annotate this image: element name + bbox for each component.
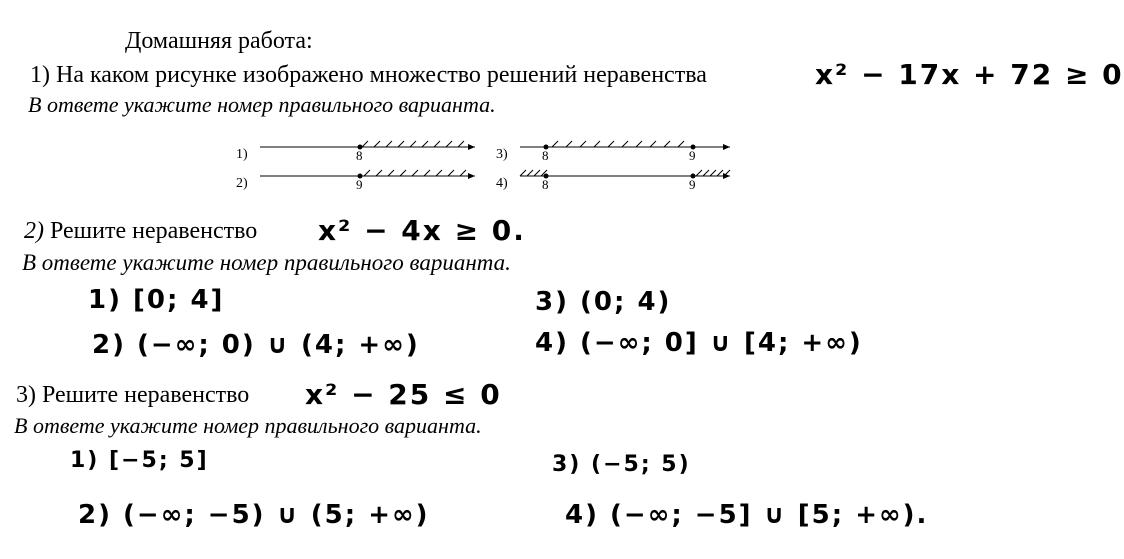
q2-option-2: 2) (−∞; 0) ∪ (4; +∞) bbox=[92, 330, 420, 360]
line4-tick-a: 8 bbox=[542, 177, 549, 192]
line3-tick-b: 9 bbox=[689, 148, 696, 163]
line4-hatch-left bbox=[520, 170, 547, 176]
line3-tick-a: 8 bbox=[542, 148, 549, 163]
line3-hatch bbox=[552, 141, 684, 147]
q2-option-1: 1) [0; 4] bbox=[88, 285, 225, 315]
q1-text: 1) На каком рисунке изображено множество решений неравенства bbox=[30, 62, 707, 88]
line4-tick-b: 9 bbox=[689, 177, 696, 192]
q3-option-1: 1) [−5; 5] bbox=[70, 448, 209, 473]
line2-tick: 9 bbox=[356, 177, 363, 192]
q3-option-3: 3) (−5; 5) bbox=[552, 452, 691, 477]
q2-expression: x² − 4x ≥ 0. bbox=[318, 214, 526, 247]
number-lines-figure bbox=[230, 130, 750, 198]
line1-label: 1) bbox=[236, 147, 248, 162]
line2-hatch bbox=[364, 170, 466, 176]
q3-expression: x² − 25 ≤ 0 bbox=[305, 378, 502, 411]
q2-text: Решите неравенство bbox=[50, 218, 258, 244]
q1-expression: x² − 17x + 72 ≥ 0 bbox=[815, 58, 1124, 91]
line1-hatch bbox=[362, 141, 464, 147]
line2-label: 2) bbox=[236, 176, 248, 191]
q2-note: В ответе укажите номер правильного варианта. bbox=[22, 250, 511, 275]
q3-text: 3) Решите неравенство bbox=[16, 382, 250, 408]
q3-option-2: 2) (−∞; −5) ∪ (5; +∞) bbox=[78, 500, 430, 530]
q1-note: В ответе укажите номер правильного варианта. bbox=[28, 92, 496, 117]
q3-option-4: 4) (−∞; −5] ∪ [5; +∞). bbox=[565, 500, 929, 530]
q2-option-4: 4) (−∞; 0] ∪ [4; +∞) bbox=[535, 328, 863, 358]
page-title: Домашняя работа: bbox=[125, 28, 313, 54]
q2-header bbox=[24, 218, 257, 245]
line4-hatch-right bbox=[696, 170, 730, 176]
line3-label: 3) bbox=[496, 147, 508, 162]
q2-number: 2) bbox=[24, 218, 44, 244]
line1-tick: 8 bbox=[356, 148, 363, 163]
line4-label: 4) bbox=[496, 176, 508, 191]
q2-option-3: 3) (0; 4) bbox=[535, 287, 672, 317]
q3-note: В ответе укажите номер правильного варианта. bbox=[14, 413, 482, 438]
